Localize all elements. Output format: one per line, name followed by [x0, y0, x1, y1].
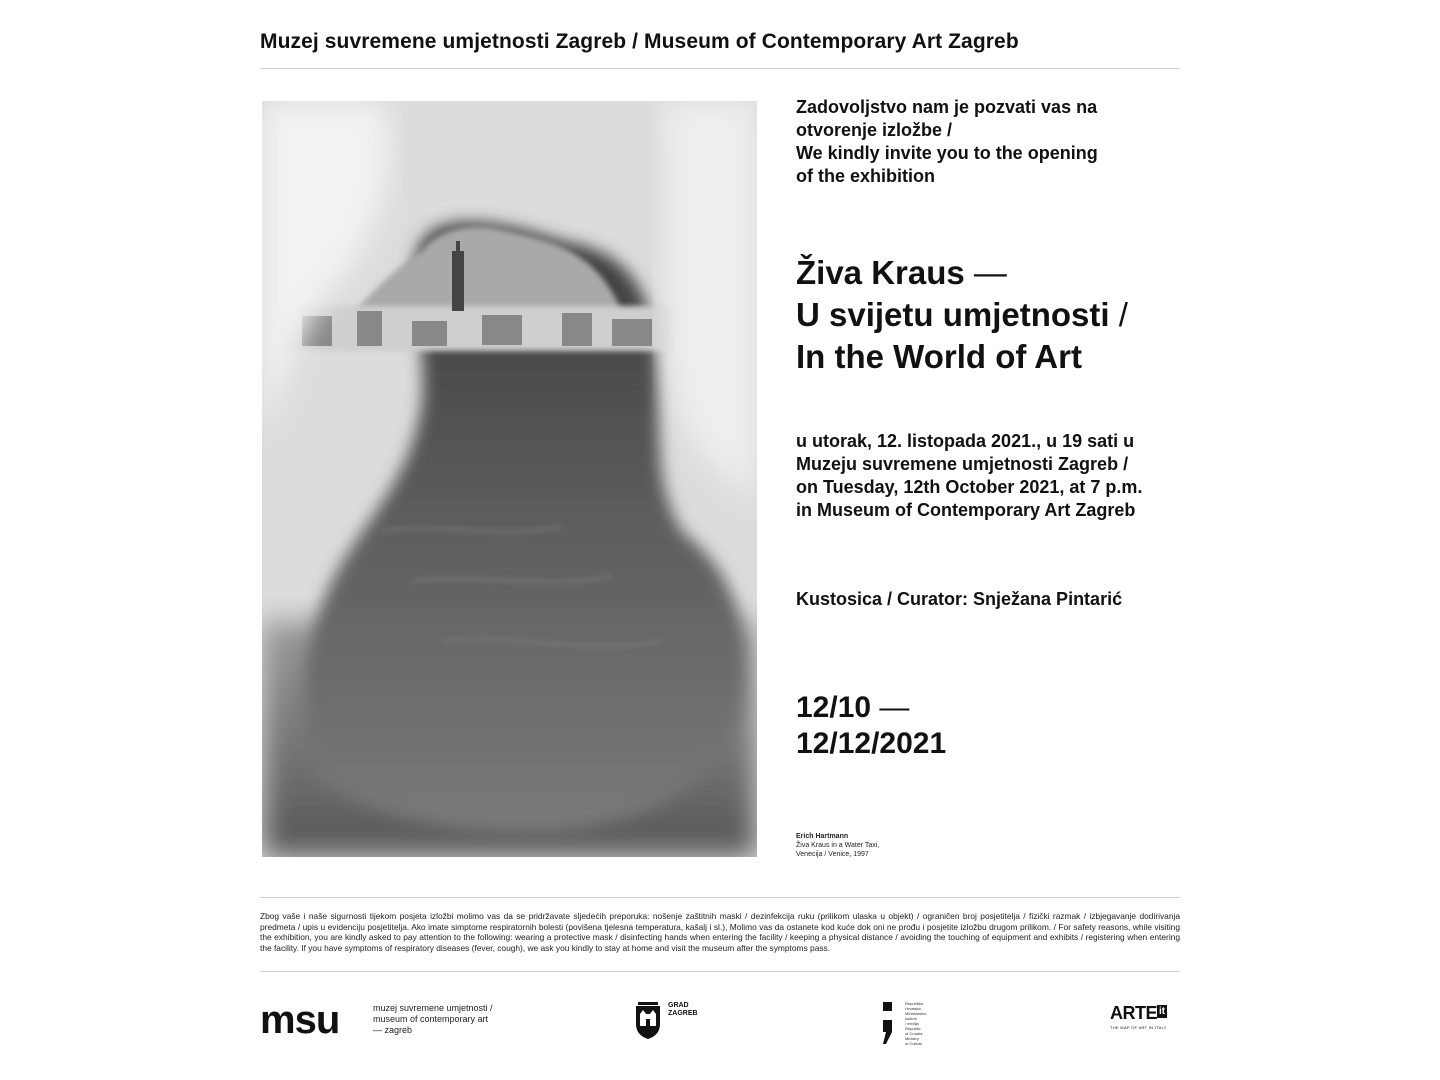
invitation-line: We kindly invite you to the opening — [796, 143, 1098, 163]
caption-author: Erich Hartmann — [796, 833, 849, 840]
event-line: in Museum of Contemporary Art Zagreb — [796, 500, 1136, 520]
msu-line: — zagreb — [373, 1025, 413, 1035]
caption-place: Venecija / Venice, 1997 — [796, 851, 869, 858]
exhibition-dates — [796, 690, 1196, 762]
arte-tagline: THE MAP OF ART IN ITALY — [1110, 1025, 1167, 1030]
event-line: Muzeju suvremene umjetnosti Zagreb / — [796, 454, 1129, 474]
ministry-semicolon-icon — [880, 1000, 896, 1049]
date-start: 12/10 — [796, 691, 872, 724]
museum-header-title: Muzej suvremene umjetnosti Zagreb / Museum of Contemporary Art Zagreb — [260, 30, 1019, 53]
arte-badge: it — [1159, 1006, 1166, 1017]
grad-zagreb-text — [668, 1002, 698, 1018]
event-line: on Tuesday, 12th October 2021, at 7 p.m. — [796, 477, 1143, 497]
ministry-line: Ministarstvo — [905, 1011, 927, 1016]
exhibition-title — [796, 252, 1196, 378]
date-start-line — [796, 690, 1196, 726]
invitation-line: Zadovoljstvo nam je pozvati vas na — [796, 97, 1098, 117]
title-line-1 — [796, 252, 1196, 294]
ministry-line: kulture — [905, 1016, 918, 1021]
title-line-2 — [796, 294, 1196, 336]
grad-line: ZAGREB — [668, 1010, 698, 1017]
ministry-line: Hrvatska — [905, 1006, 921, 1011]
msu-logo-text — [373, 1003, 493, 1036]
invitation-text — [796, 96, 1196, 188]
ministry-line: of Culture — [905, 1041, 923, 1046]
msu-line: museum of contemporary art — [373, 1014, 489, 1024]
notice-top-divider — [260, 897, 1180, 898]
safety-notice: Zbog vaše i naše sigurnosti tijekom posjeta izložbi molimo vas da se pridržavate sljedećih preporuka: nošenje zaštitnih maski / dezinfekcija ruku (prilikom ulaska u objekt) / ograničen broj posjetitelja / fizički razmak / izbjegavanje dodirivanja predmeta / upis u evidenciju posjetitelja. Ako imate simptome respiratornih bolesti (povišena tjelesna temperatura, kašalj i sl.), Molimo vas da ostanete kod kuće dok oni ne prođu i posjetite izložbu drugom prilikom. / For safety reasons, while visiting the exhibition, you are kindly asked to pay attention to the following: wearing a protective mask / disinfecting hands when entering the facility / keeping a physical distance / avoiding the touching of equipment and exhibits / registering when entering the facility. If you have symptoms of respiratory diseases (fever, cough), we ask you kindly to stay at home and visit the museum after the symptoms pass. — [260, 911, 1180, 953]
ministry-text — [905, 1001, 935, 1046]
title-croatian: U svijetu umjetnosti — [796, 296, 1110, 333]
title-dash: — — [973, 254, 1007, 291]
exhibition-photo — [262, 101, 757, 857]
sponsor-logos — [0, 995, 1440, 1055]
invitation-line: of the exhibition — [796, 166, 935, 186]
date-dash: — — [879, 691, 910, 724]
ministry-line: Republic — [905, 1026, 921, 1031]
header-divider — [260, 68, 1180, 69]
event-details — [796, 430, 1196, 522]
title-slash: / — [1118, 296, 1128, 333]
arte-word: ARTE — [1110, 1003, 1157, 1023]
photo-caption — [796, 832, 1196, 859]
curator-credit: Kustosica / Curator: Snježana Pintarić — [796, 589, 1123, 609]
ministry-line: Republika — [905, 1001, 923, 1006]
invitation-line: otvorenje izložbe / — [796, 120, 953, 140]
date-end: 12/12/2021 — [796, 727, 947, 760]
event-line: u utorak, 12. listopada 2021., u 19 sati u — [796, 431, 1135, 451]
ministry-line: Ministry — [905, 1036, 919, 1041]
ministry-line: i medija — [905, 1021, 919, 1026]
zagreb-coat-of-arms-icon — [634, 1000, 662, 1045]
arte-it-logo — [1110, 1003, 1167, 1030]
msu-logo: msu — [260, 998, 340, 1042]
title-artist: Živa Kraus — [796, 254, 965, 291]
ministry-line: of Croatia — [905, 1031, 923, 1036]
msu-line: muzej suvremene umjetnosti / — [373, 1003, 493, 1013]
title-line-3: In the World of Art — [796, 338, 1082, 375]
grad-line: GRAD — [668, 1002, 689, 1009]
caption-title: Živa Kraus in a Water Taxi, — [796, 842, 880, 849]
notice-bottom-divider — [260, 971, 1180, 972]
